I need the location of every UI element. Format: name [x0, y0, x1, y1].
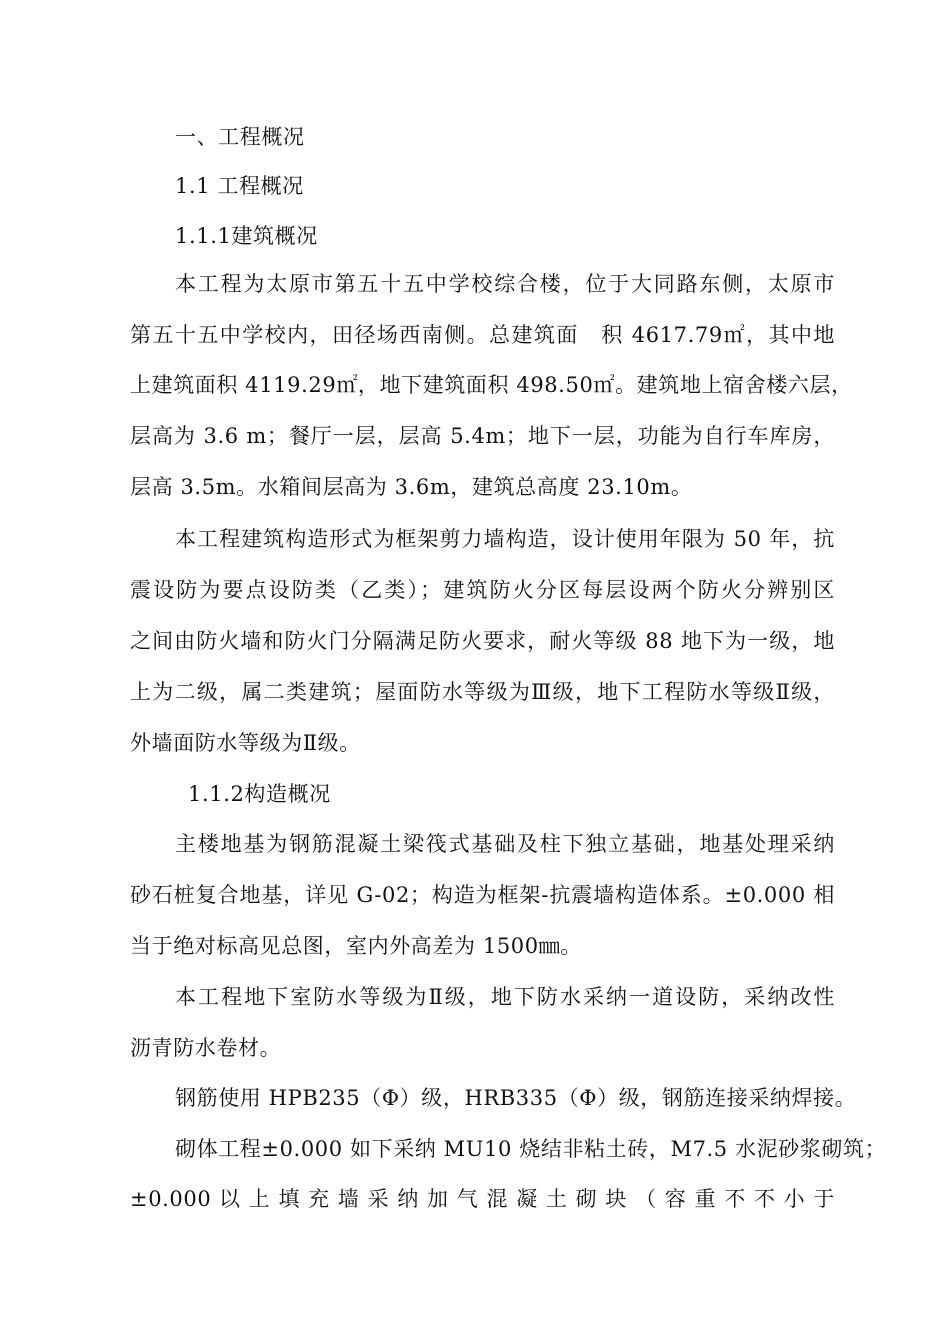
paragraph-line: 本工程为太原市第五十五中学校综合楼，位于大同路东侧，太原市 — [175, 272, 835, 296]
subsubsection-heading-structure: 1.1.2构造概况 — [188, 782, 331, 806]
subsubsection-heading-architecture: 1.1.1建筑概况 — [175, 224, 318, 248]
paragraph-line: ±0.000 以 上 填 充 墙 采 纳 加 气 混 凝 土 砌 块 （ 容 重 不 不 小 于 — [130, 1187, 835, 1211]
paragraph-line: 层高 3.5m。水箱间层高为 3.6m，建筑总高度 23.10m。 — [130, 475, 693, 499]
paragraph-line: 震设防为要点设防类（乙类）；建筑防火分区每层设两个防火分辨别区 — [130, 578, 835, 602]
paragraph-line: 钢筋使用 HPB235（Φ）级，HRB335（Φ）级，钢筋连接采纳焊接。 — [175, 1086, 857, 1110]
paragraph-line: 之间由防火墙和防火门分隔满足防火要求，耐火等级 88 地下为一级，地 — [130, 629, 835, 653]
paragraph-line: 上建筑面积 4119.29㎡，地下建筑面积 498.50㎡。建筑地上宿舍楼六层， — [130, 373, 853, 397]
paragraph-line: 砌体工程±0.000 如下采纳 MU10 烧结非粘土砖，M7.5 水泥砂浆砌筑； — [175, 1137, 887, 1161]
paragraph-line: 沥青防水卷材。 — [130, 1036, 282, 1060]
paragraph-line: 第五十五中学校内，田径场西南侧。总建筑面 积 4617.79㎡，其中地 — [130, 323, 835, 347]
paragraph-line: 主楼地基为钢筋混凝土梁筏式基础及柱下独立基础，地基处理采纳 — [175, 832, 835, 856]
paragraph-line: 本工程地下室防水等级为Ⅱ级，地下防水采纳一道设防，采纳改性 — [175, 985, 835, 1009]
subsection-heading: 1.1 工程概况 — [175, 174, 304, 198]
paragraph-line: 本工程建筑构造形式为框架剪力墙构造，设计使用年限为 50 年，抗 — [175, 527, 835, 551]
section-heading: 一、工程概况 — [175, 125, 305, 149]
paragraph-line: 当于绝对标高见总图，室内外高差为 1500㎜。 — [130, 934, 582, 958]
paragraph-line: 砂石桩复合地基，详见 G-02；构造为框架-抗震墙构造体系。±0.000 相 — [130, 883, 835, 907]
paragraph-line: 外墙面防水等级为Ⅱ级。 — [130, 731, 361, 755]
paragraph-line: 上为二级，属二类建筑；屋面防水等级为Ⅲ级，地下工程防水等级Ⅱ级， — [130, 680, 835, 704]
paragraph-line: 层高为 3.6 m；餐厅一层，层高 5.4m；地下一层，功能为自行车库房， — [130, 424, 835, 448]
